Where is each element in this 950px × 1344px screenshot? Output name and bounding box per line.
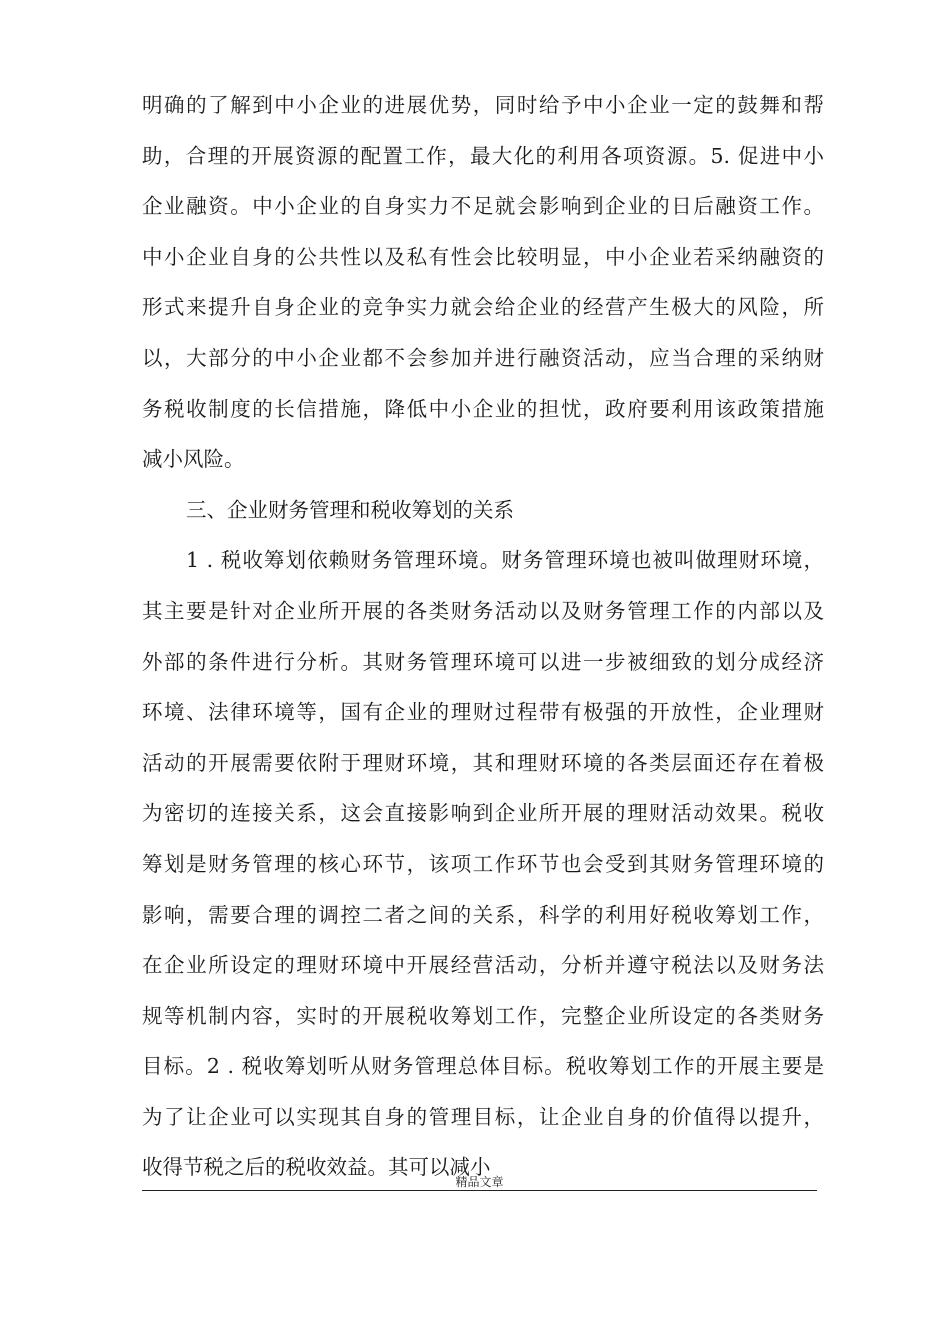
paragraph-2 (142, 535, 824, 1193)
text-line: 为密切的连接关系，这会直接影响到企业所开展的理财活动效果。税收 (142, 801, 824, 826)
paragraph-1 (142, 80, 824, 485)
body-text (142, 80, 824, 1193)
text-line: 筹划是财务管理的核心环节，该项工作环节也会受到其财务管理环境的 (142, 851, 824, 876)
section-heading: 三、企业财务管理和税收筹划的关系 (186, 497, 514, 522)
text-line: 企业融资。中小企业的自身实力不足就会影响到企业的日后融资工作。 (142, 194, 824, 219)
text-line: 减小风险。 (142, 447, 245, 472)
text-line: 中小企业自身的公共性以及私有性会比较明显，中小企业若采纳融资的 (142, 244, 824, 269)
text-line: 收得节税之后的税收效益。其可以减小 (142, 1155, 491, 1180)
text-line: 影响，需要合理的调控二者之间的关系，科学的利用好税收筹划工作， (142, 902, 824, 927)
text-line: 以，大部分的中小企业都不会参加并进行融资活动，应当合理的采纳财 (142, 345, 824, 370)
text-line: 规等机制内容，实时的开展税收筹划工作，完整企业所设定的各类财务 (142, 1003, 824, 1028)
text-line: 外部的条件进行分析。其财务管理环境可以进一步被细致的划分成经济 (142, 649, 824, 674)
text-line: 为了让企业可以实现其自身的管理目标，让企业自身的价值得以提升， (142, 1104, 824, 1129)
text-line: 在企业所设定的理财环境中开展经营活动，分析并遵守税法以及财务法 (142, 953, 824, 978)
text-line: 环境、法律环境等，国有企业的理财过程带有极强的开放性，企业理财 (142, 700, 824, 725)
text-line: 目标。2 . 税收筹划听从财务管理总体目标。税收筹划工作的开展主要是 (142, 1054, 824, 1079)
text-line: 务税收制度的长信措施，降低中小企业的担忧，政府要利用该政策措施 (142, 396, 824, 421)
text-line: 其主要是针对企业所开展的各类财务活动以及财务管理工作的内部以及 (142, 598, 824, 623)
text-line: 形式来提升自身企业的竞争实力就会给企业的经营产生极大的风险，所 (142, 295, 824, 320)
text-line: 1 . 税收筹划依赖财务管理环境。财务管理环境也被叫做理财环境， (186, 548, 824, 573)
text-line: 活动的开展需要依附于理财环境，其和理财环境的各类层面还存在着极 (142, 750, 824, 775)
text-line: 明确的了解到中小企业的进展优势，同时给予中小企业一定的鼓舞和帮 (142, 93, 824, 117)
footer-divider (142, 1190, 817, 1191)
text-line: 助，合理的开展资源的配置工作，最大化的利用各项资源。5. 促进中小 (142, 143, 824, 168)
footer-label: 精品文章 (455, 1175, 504, 1189)
